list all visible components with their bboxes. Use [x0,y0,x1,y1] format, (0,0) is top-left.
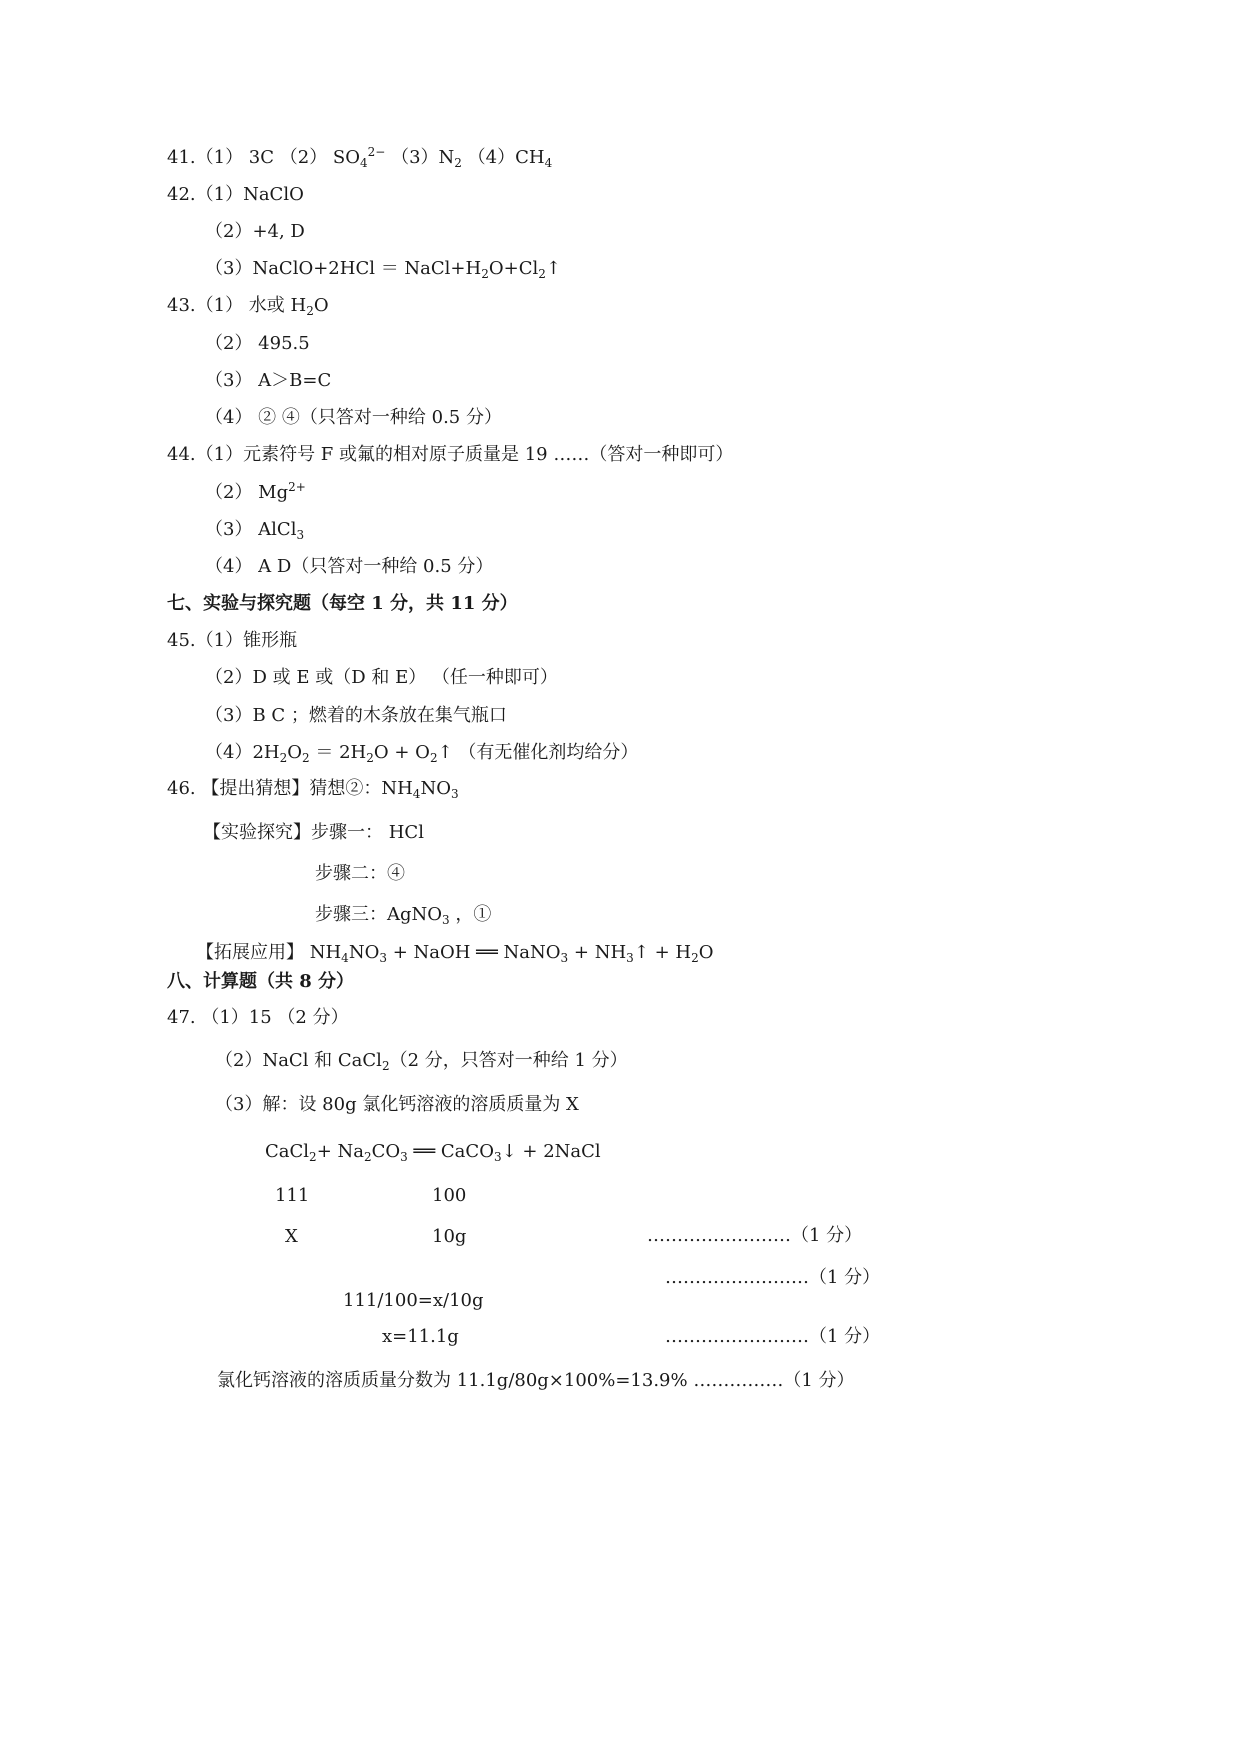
answer-46-hypothesis: 46. 【提出猜想】猜想②：$NH_4NO_3$ [167,778,459,801]
answer-46-application: 【拓展应用】 $NH_4NO_3$ + NaOH ══ NaNO$_3$ + $NH_3↑ + H_2O$ [196,942,714,965]
unknown-x: X [285,1226,298,1247]
answer-44-2: （2） $Mg^{2+}$ [205,480,306,503]
answer-42-3: （3）NaClO+2HCl ＝ $NaCl+H_2O+Cl_2↑$ [205,258,561,281]
mass-caco3: 10g [432,1226,467,1247]
reaction-equation: CaCl$_2$+ $Na_2CO_3$ ══ CaCO$_3$↓ + 2NaCl [265,1141,601,1164]
answer-46-step3: 步骤三：AgNO$_3$ ，① [315,904,492,927]
answer-43-1: 43.（1） 水或 $H_2O$ [167,295,329,318]
score-2: ……………………（1 分） [665,1267,881,1288]
answer-45-2: （2）D 或 E 或（D 和 E） （任一种即可） [205,667,558,688]
answer-44-3: （3） AlCl$_3$ [205,519,305,542]
answer-43-4: （4） ② ④（只答对一种给 0.5 分） [205,407,502,428]
answer-46-step1: 【实验探究】步骤一： HCl [203,822,424,843]
answer-47-2: （2）NaCl 和 CaCl$_2$（2 分，只答对一种给 1 分） [215,1050,628,1073]
answer-43-3: （3） A＞B=C [205,370,332,391]
answer-47-1: 47. （1）15 （2 分） [167,1007,349,1028]
answer-45-4: $(4)2H_2O_2 = 2H_2O$ + $O_2↑$ （有无催化剂均给分） [205,742,639,765]
answer-47-3: （3）解：设 80g 氯化钙溶液的溶质质量为 X [215,1094,579,1115]
answer-42-1: 42.（1）NaClO [167,184,304,205]
answer-44-4: （4） A D（只答对一种给 0.5 分） [205,556,494,577]
final-answer: 氯化钙溶液的溶质质量分数为 11.1g/80g×100%=13.9% ……………（1 分） [217,1370,855,1391]
answer-45-1: 45.（1）锥形瓶 [167,630,298,651]
answer-46-step2: 步骤二：④ [315,863,405,884]
score-3: ……………………（1 分） [665,1326,881,1347]
x-result: x=11.1g [382,1326,459,1347]
answer-44-1: 44.（1）元素符号 F 或氟的相对原子质量是 19 ……（答对一种即可） [167,444,734,465]
answer-42-2: （2）+4, D [205,221,305,242]
section-7-heading: 七、实验与探究题（每空 1 分，共 11 分） [167,593,518,614]
answer-43-2: （2） 495.5 [205,333,310,354]
answer-45-3: （3）B C ；燃着的木条放在集气瓶口 [205,705,507,726]
molar-mass-cacl2: 111 [275,1185,310,1206]
ratio-equation: 111/100=x/10g [343,1290,484,1311]
molar-mass-caco3: 100 [432,1185,467,1206]
section-8-heading: 八、计算题（共 8 分） [167,971,355,992]
score-1: ……………………（1 分） [647,1225,863,1246]
answer-41: 41.（1） 3C （2） $SO_4^{2-}$ $(3)N_2$ $(4)CH_4$ [167,145,553,170]
